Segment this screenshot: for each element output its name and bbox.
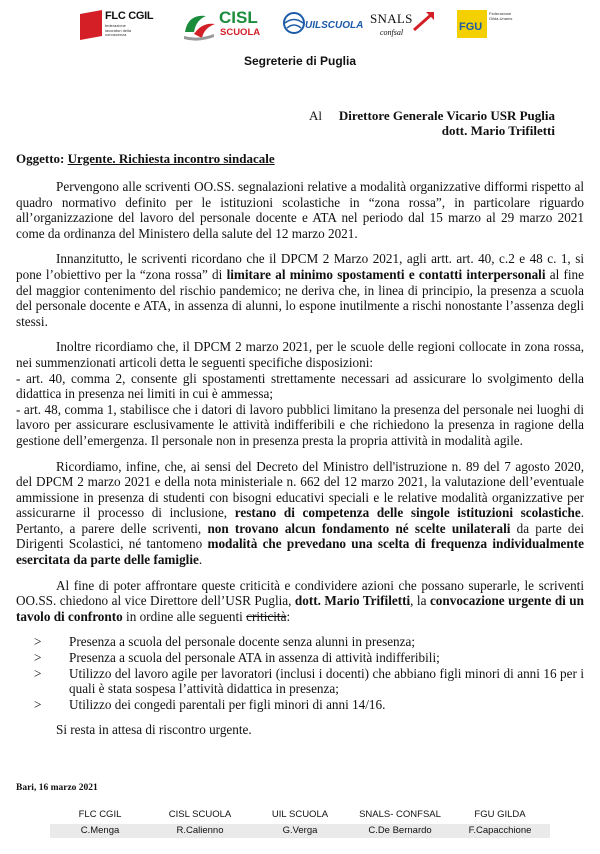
addressee-line2: dott. Mario Trifiletti: [441, 123, 555, 138]
p4-bold-b: restano di competenza delle singole istituzioni scolastiche: [234, 505, 581, 521]
uil-scuola-logo: [283, 8, 363, 42]
logos-bar: [70, 8, 513, 48]
signature-union: FLC CGIL: [78, 809, 122, 820]
p5-bold-b: dott. Mario Trifiletti: [294, 593, 411, 609]
list-item: [16, 666, 584, 697]
snals-arrow-icon: [412, 10, 436, 32]
signature-unions-row: [50, 808, 550, 822]
bullet-marker: >: [34, 634, 42, 650]
list-item-text: Presenza a scuola del personale ATA in assenza di attività indifferibili;: [69, 650, 440, 666]
p4-text-g: .: [198, 552, 203, 568]
signature-union: SNALS- CONFSAL: [359, 809, 441, 820]
p5-text-c: , la: [410, 593, 430, 609]
paragraph-1: Pervengono alle scriventi OO.SS. segnalazioni relative a modalità organizzative difformi rispetto al quadro normativo definito per le istituzioni scolastiche in “zona rossa”, in particolare riguardo all’organizzazione del lavoro del personale docente e ATA nel periodo dal 15 marzo al 29 marzo 2021 come da ordinanza del Ministero della salute del 12 marzo 2021.: [16, 179, 584, 241]
letter-date: Bari, 16 marzo 2021: [16, 783, 98, 793]
p5-bold-d: convocazione urgente di un tavolo di confronto: [16, 593, 584, 624]
p4-bold-d: non trovano alcun fondamento né scelte unilaterali: [207, 520, 511, 536]
addressee-line1: Direttore Generale Vicario USR Puglia: [338, 108, 555, 123]
fgu-sub: Federazione Gilda-Unams: [489, 11, 513, 21]
paragraph-3-item-1: - art. 40, comma 2, consente gli spostamenti strettamente necessari ad assicurare lo svolgimento della didattica in presenza nei limiti in cui è ammessa;: [16, 370, 584, 402]
p4-text-c: . Pertanto, a parere delle scriventi,: [16, 505, 584, 536]
paragraph-4: [16, 459, 584, 568]
list-item: [16, 634, 584, 650]
request-list: [16, 634, 584, 712]
flc-cgil-logo: [80, 8, 175, 42]
signature-union: CISL SCUOLA: [168, 809, 232, 820]
flc-cgil-name: FLC CGIL: [105, 10, 154, 22]
cisl-sub: SCUOLA: [220, 27, 261, 38]
cisl-name: CISL: [219, 8, 258, 27]
p4-bold-f: modalità che prevedano una scelta di frequenza individualmente esercitata da parte delle famiglie: [16, 536, 584, 568]
signature-name: F.Capacchione: [468, 825, 532, 836]
paragraph-3-item-2: - art. 48, comma 1, stabilisce che i datori di lavoro pubblici limitano la presenza del personale nei luoghi di lavoro per assicurare esclusivamente le attività indifferibili e che richiedono la presenza in ragione della gestione dell’emergenza. Il personale non in presenza presta la propria attività in modalità agile.: [16, 401, 584, 448]
p4-text-a: Ricordiamo, infine, che, ai sensi del Decreto del Ministro dell'istruzione n. 89 del 7 agosto 2020, del DPCM 2 marzo 2021 e della nota ministeriale n. 662 del 12 marzo 2021, la valutazione dell’eventuale ammissione in presenza di studenti con bisogni educativi speciali e le relative modalità organizzative per assicurarne il processo di inclusione,: [16, 458, 584, 521]
subject-line: [16, 151, 275, 167]
cisl-scuola-logo: [182, 8, 270, 42]
paragraph-3: Inoltre ricordiamo che, il DPCM 2 marzo 2021, per le scuole delle regioni collocate in zona rossa, nei summenzionati articoli detta le seguenti specifiche disposizioni:: [16, 339, 584, 370]
fgu-name: FGU: [459, 21, 483, 33]
signature-union: FGU GILDA: [474, 809, 526, 820]
signature-name: R.Calienno: [176, 825, 224, 836]
p2-bold: limitare al minimo spostamenti e contatti interpersonali: [226, 266, 546, 282]
p5-text-e: in ordine alle seguenti: [122, 608, 247, 624]
p4-text-e: da parte dei Dirigenti Scolastici, né tantomeno: [16, 520, 584, 552]
fgu-logo: [457, 8, 527, 42]
p2-text: Innanzitutto, le scriventi ricordano che il DPCM 2 Marzo 2021, agli artt. art. 40, c.2 e 48 c. 1, si pone l’obiettivo per la “zona rossa” di: [16, 251, 584, 282]
signature-table: [50, 808, 550, 838]
list-item-text: Utilizzo del lavoro agile per lavoratori (inclusi i docenti) che abbiano figli minori di anni 16 per i quali è stata sospesa l’attività didattica in presenza;: [69, 665, 584, 697]
list-item: [16, 697, 584, 713]
letter-body: [16, 179, 584, 748]
bullet-marker: >: [34, 665, 42, 681]
closing-line: Si resta in attesa di riscontro urgente.: [56, 722, 252, 738]
snals-sub: confsal: [380, 28, 404, 37]
signature-name: G.Verga: [282, 825, 318, 836]
flc-cgil-sub: federazione lavoratori della conoscenza: [105, 23, 132, 37]
subject-text: Urgente. Richiesta incontro sindacale: [67, 151, 275, 166]
p5-text-g: :: [286, 608, 291, 624]
paragraph-2: [16, 251, 584, 329]
list-item-text: Utilizzo dei congedi parentali per figli minori di anni 14/16.: [69, 696, 386, 712]
signature-union: UIL SCUOLA: [271, 809, 329, 820]
p5-strike-f: criticità: [246, 608, 287, 624]
signature-name: C.Menga: [80, 825, 120, 836]
paragraph-5: [16, 578, 584, 625]
signature-names-row: [50, 824, 550, 838]
page-title: Segreterie di Puglia: [243, 54, 357, 68]
snals-logo: [370, 8, 440, 42]
addressee-prefix: Al: [309, 108, 322, 123]
p2-text-end: al fine del maggior contenimento del rischio pandemico; ne deriva che, in linea di principio, la presenza a scuola del personale docente e ATA, in assenza di alunni, lo espone inutilmente a rischi nonostante l’assenza degli stessi.: [16, 266, 584, 329]
uil-globe-icon: [283, 12, 305, 34]
uil-name: UILSCUOLA: [305, 20, 364, 31]
subject-label: Oggetto:: [16, 151, 65, 166]
cisl-swirl-icon: [182, 10, 216, 42]
p5-text-a: Al fine di poter affrontare queste criticità e condividere azioni che possano superarle, le scriventi OO.SS. chiedono al vice Direttore dell’USR Puglia,: [16, 577, 584, 609]
signature-name: C.De Bernardo: [368, 825, 432, 836]
list-item: [16, 650, 584, 666]
list-item-text: Presenza a scuola del personale docente senza alunni in presenza;: [69, 634, 416, 650]
bullet-marker: >: [34, 696, 42, 712]
snals-name: SNALS: [370, 11, 413, 26]
flc-flag-icon: [80, 10, 102, 40]
bullet-marker: >: [34, 650, 42, 666]
